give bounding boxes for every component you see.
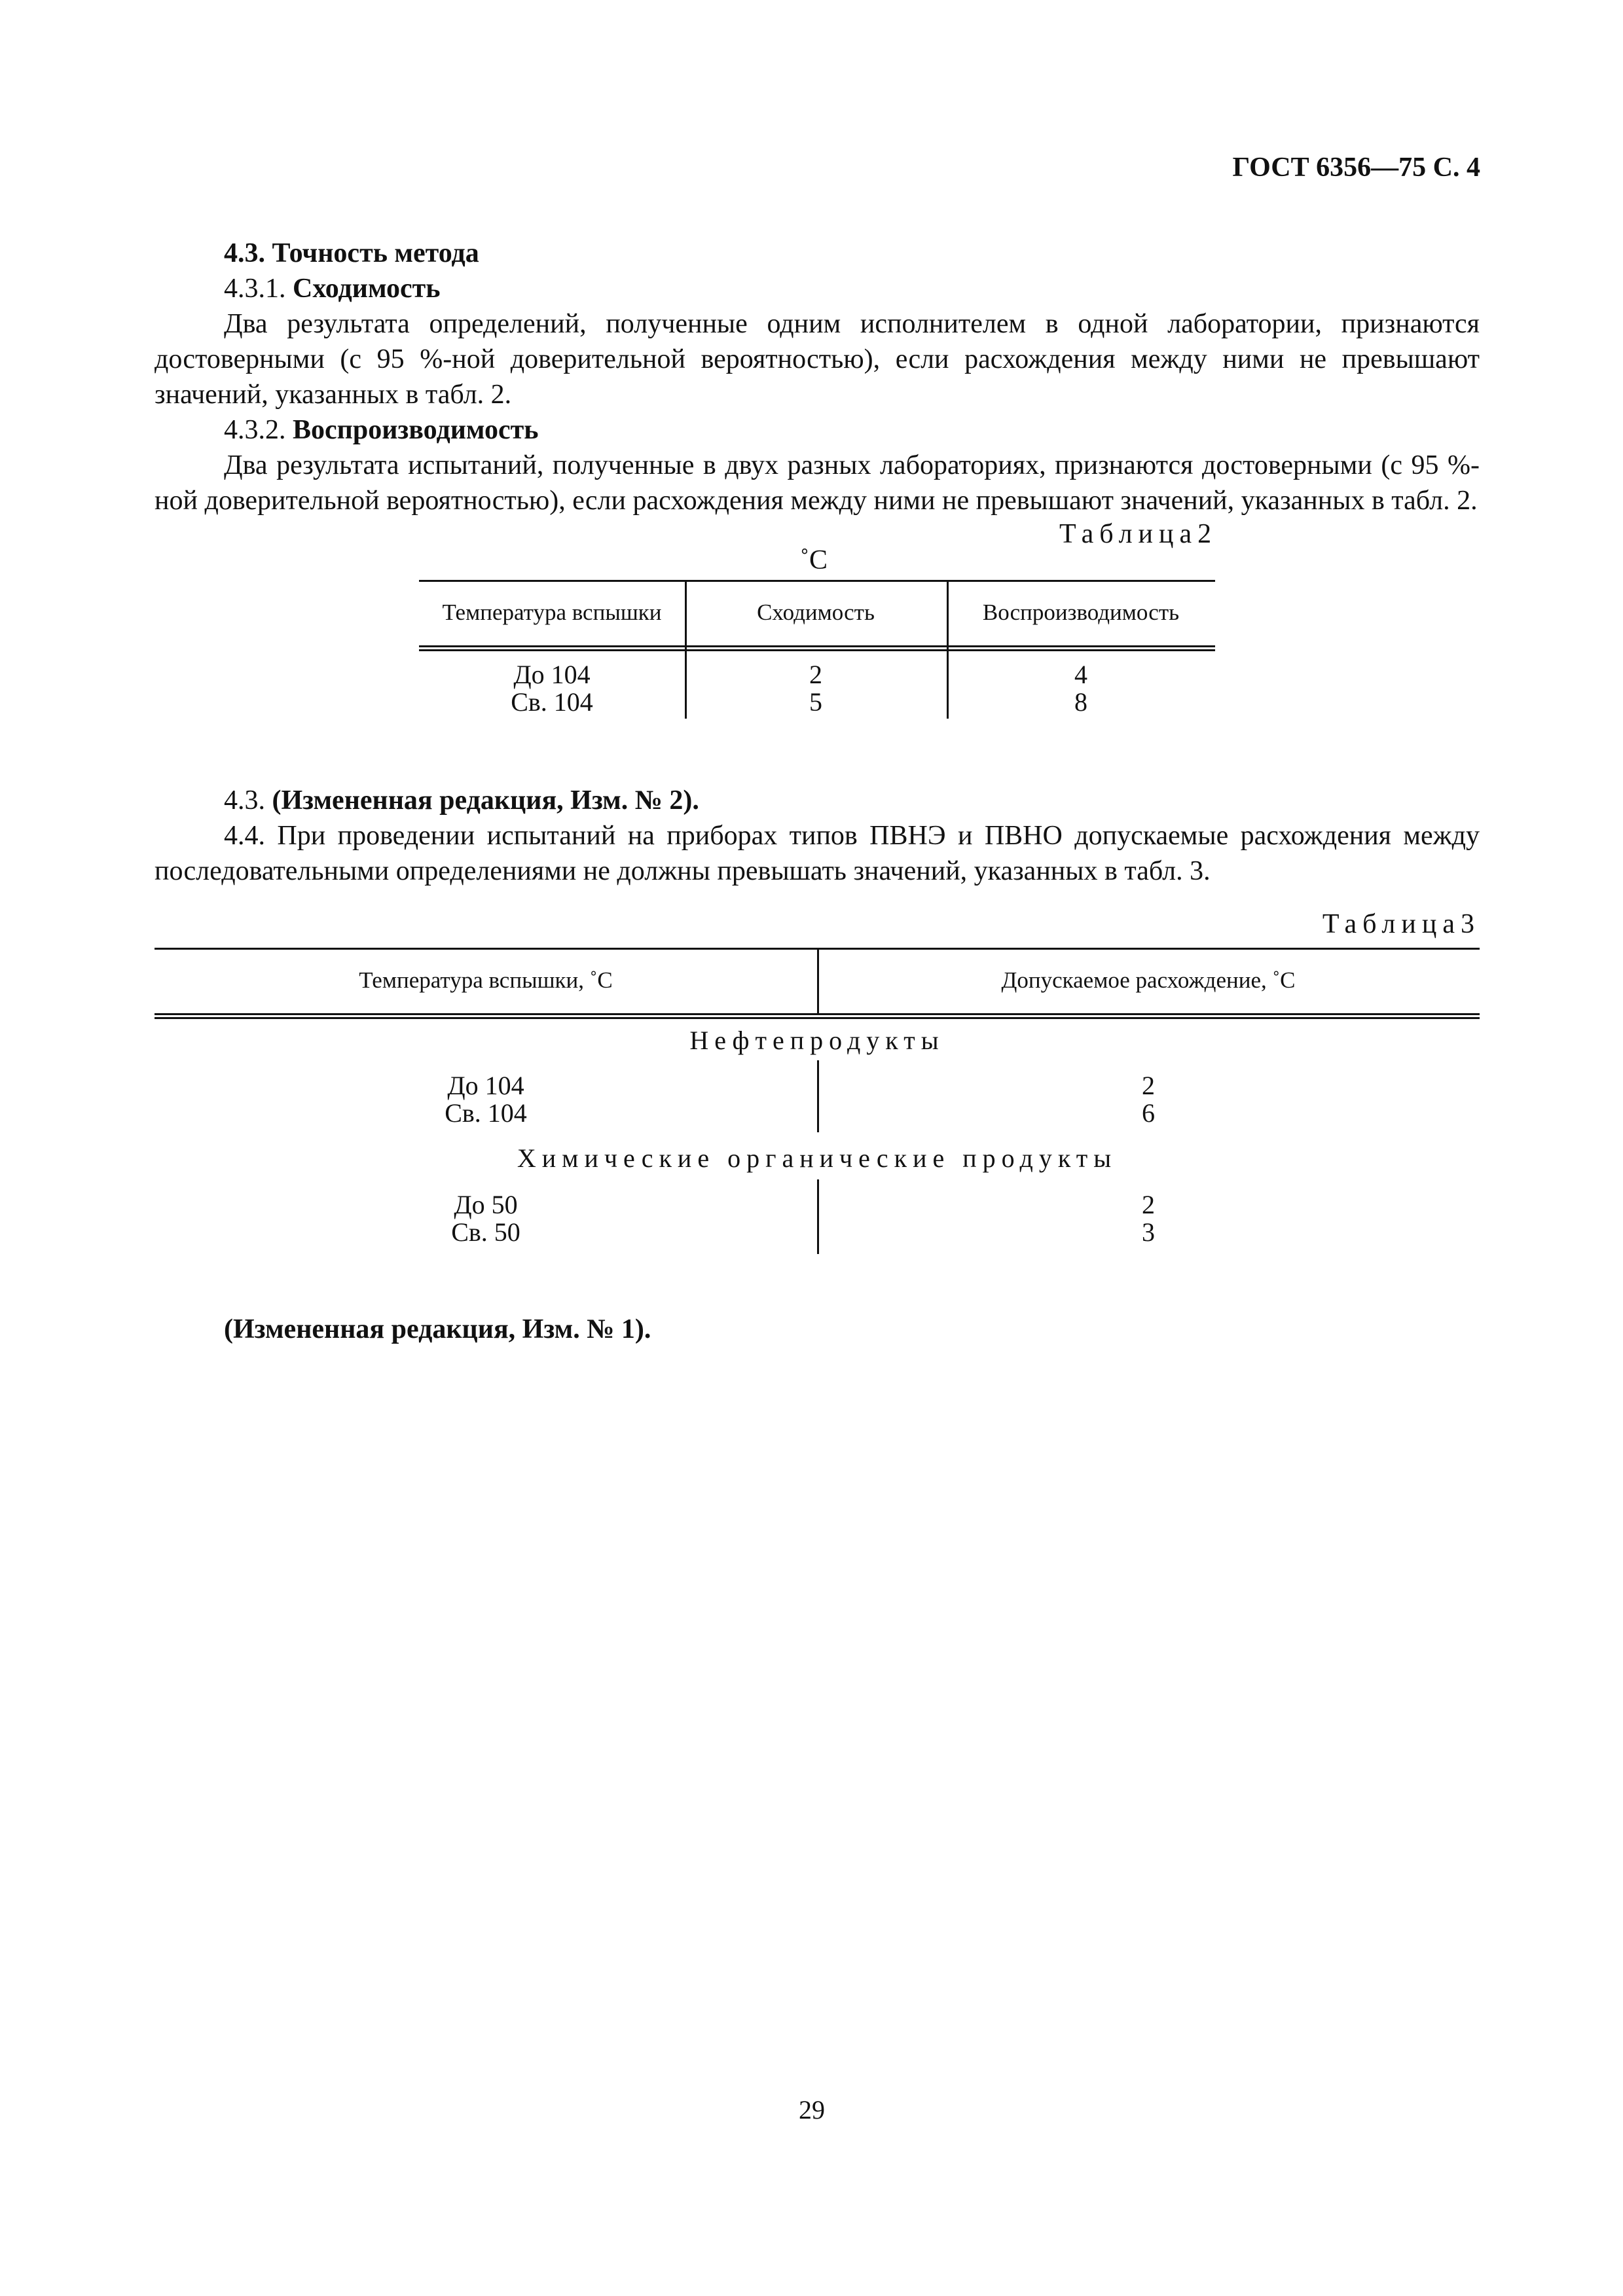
page-header-code: ГОСТ 6356—75 С. 4 [1232,152,1480,183]
table-cell: 2 [1142,1071,1155,1100]
table-2 [419,580,1215,719]
section-number: 4.3. [224,785,265,816]
table-2-caption: Таблица2 [1059,519,1218,549]
section-number: 4.3.2. [224,415,286,445]
table-cell: Св. 104 [511,687,593,717]
table-cell: Св. 50 [451,1217,520,1247]
table-3-caption: Таблица3 [1322,909,1480,939]
section-4-3-1-heading [155,271,1549,306]
table-cell: До 50 [454,1190,518,1219]
table-header-cell: Воспроизводимость [982,600,1180,625]
table-rule [419,580,1215,582]
table-header-cell: Сходимость [757,600,875,625]
table-group-heading: Нефтепродукты [689,1026,945,1055]
table-3 [155,948,1480,1255]
table-cell: 3 [1142,1217,1155,1247]
table-rule [155,1013,1480,1015]
table-group-heading: Химические органические продукты [517,1143,1118,1173]
table-cell: Св. 104 [445,1098,527,1128]
table-header-cell: Температура вспышки, ˚С [359,967,613,993]
table-cell: 2 [809,660,822,689]
table-rule [419,645,1215,647]
section-4-3-1-title: Сходимость [293,274,441,304]
table-header-cell: Температура вспышки [442,600,662,625]
table-cell: 8 [1074,687,1087,717]
table-cell: 2 [1142,1190,1155,1219]
section-4-3-amendment [155,783,1549,818]
section-4-3-1-text: Два результата определений, полученные одним исполнителем в одной лаборатории, признаются достоверными (с 95 %-ной доверительной вероятностью), если расхождения между ними не превышают значений, указанных в табл. 2. [155,309,1480,410]
table-cell: До 104 [513,660,591,689]
section-number: 4.3.1. [224,274,286,304]
section-4-3-2-heading [155,412,1549,448]
section-4-3-2-text: Два результата испытаний, полученные в двух разных лабораториях, признаются достоверными (с 95 %-ной доверительной вероятностью), если расхождения между ними не превышают значений, указанных в табл. 2. [155,450,1480,516]
table-cell: До 104 [447,1071,524,1100]
table-2-unit: ˚С [800,545,828,575]
amendment-note: (Измененная редакция, Изм. № 2). [272,785,699,816]
page-number: 29 [799,2095,825,2125]
table-header-cell: Допускаемое расхождение, ˚С [1001,967,1296,993]
table-rule [155,1017,1480,1019]
table-rule [419,649,1215,651]
section-4-3-title: 4.3. Точность метода [224,238,479,268]
table-cell: 6 [1142,1098,1155,1128]
section-4-3-2-title: Воспроизводимость [293,415,539,445]
table-cell: 5 [809,687,822,717]
section-4-4-text: 4.4. При проведении испытаний на приборах типов ПВНЭ и ПВНО допускаемые расхождения между последовательными определениями не должны превышать значений, указанных в табл. 3. [155,821,1480,886]
table-cell: 4 [1074,660,1087,689]
final-amendment-note: (Измененная редакция, Изм. № 1). [224,1314,651,1344]
